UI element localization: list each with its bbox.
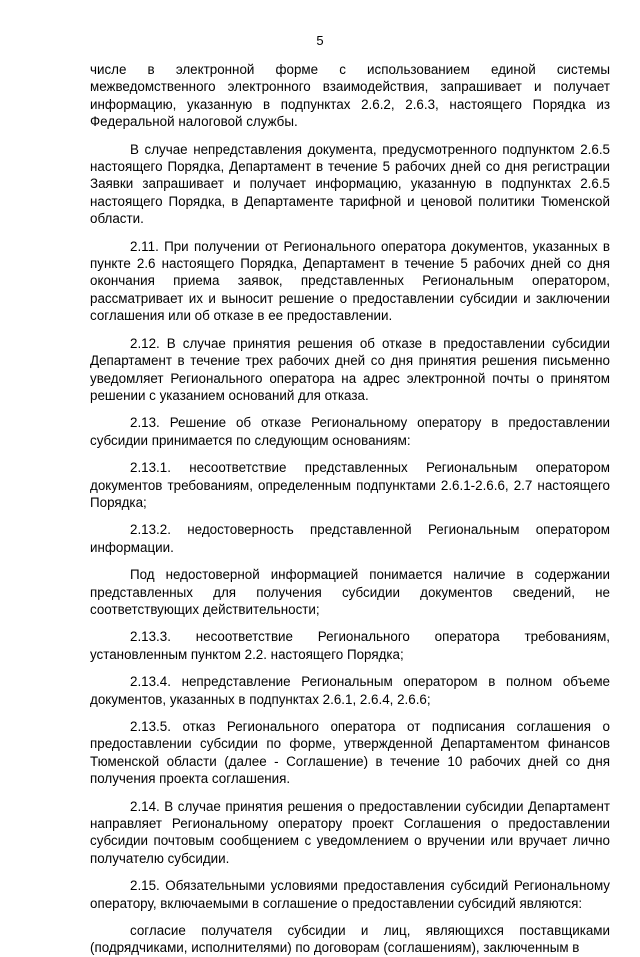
paragraph: согласие получателя субсидии и лиц, являющихся поставщиками (подрядчиками, исполнителями) по договорам (соглашениям), заключенным в [90,923,610,956]
paragraph: 2.13.5. отказ Регионального оператора от подписания соглашения о предоставлении субсидии по форме, утвержденной Департаментом финансов Тюменской области (далее - Соглашение) в течение 10 рабочих дней со дня получения проекта соглашения. [90,719,610,787]
paragraph: 2.13.3. несоответствие Регионального оператора требованиям, установленным пунктом 2.2. настоящего Порядка; [90,629,610,662]
paragraph: 2.12. В случае принятия решения об отказе в предоставлении субсидии Департамент в течение трех рабочих дней со дня принятия решения письменно уведомляет Регионального оператора на адрес электронной почты о принятом решении с указанием оснований для отказа. [90,335,610,403]
document-body [90,61,610,957]
paragraph: Под недостоверной информацией понимается наличие в содержании представленных для получения субсидии документов сведений, не соответствующих действительности; [90,567,610,617]
paragraph: числе в электронной форме с использованием единой системы межведомственного электронного взаимодействия, запрашивает и получает информацию, указанную в подпунктах 2.6.2, 2.6.3, настоящего Порядка из Федеральной налоговой службы. [90,62,610,130]
paragraph: 2.13.1. несоответствие представленных Региональным оператором документов требованиям, определенным подпунктами 2.6.1-2.6.6, 2.7 настоящего Порядка; [90,460,610,510]
paragraph: 2.13.4. непредставление Региональным оператором в полном объеме документов, указанных в подпунктах 2.6.1, 2.6.4, 2.6.6; [90,674,610,707]
paragraph: 2.13.2. недостоверность представленной Региональным оператором информации. [90,522,610,555]
page-number: 5 [316,33,324,48]
paragraph: 2.15. Обязательными условиями предоставления субсидий Региональному оператору, включаемыми в соглашение о предоставлении субсидий являются: [90,878,610,911]
paragraph: 2.13. Решение об отказе Региональному оператору в предоставлении субсидии принимается по следующим основаниям: [90,415,610,448]
paragraph: 2.11. При получении от Регионального оператора документов, указанных в пункте 2.6 настоящего Порядка, Департамент в течение 5 рабочих дней со дня окончания приема заявок, представленных Региональным оператором, рассматривает их и выносит решение о предоставлении субсидии и заключении соглашения или об отказе в ее предоставлении. [90,238,610,324]
paragraph: 2.14. В случае принятия решения о предоставлении субсидии Департамент направляет Региональному оператору проект Соглашения о предоставлении субсидии почтовым сообщением с уведомлением о вручении или вручает лично получателю субсидии. [90,798,610,866]
paragraph: В случае непредставления документа, предусмотренного подпунктом 2.6.5 настоящего Порядка, Департамент в течение 5 рабочих дней со дня регистрации Заявки запрашивает и получает информацию, указанную в подпунктах 2.6.5 настоящего Порядка, в Департаменте тарифной и ценовой политики Тюменской области. [90,141,610,227]
